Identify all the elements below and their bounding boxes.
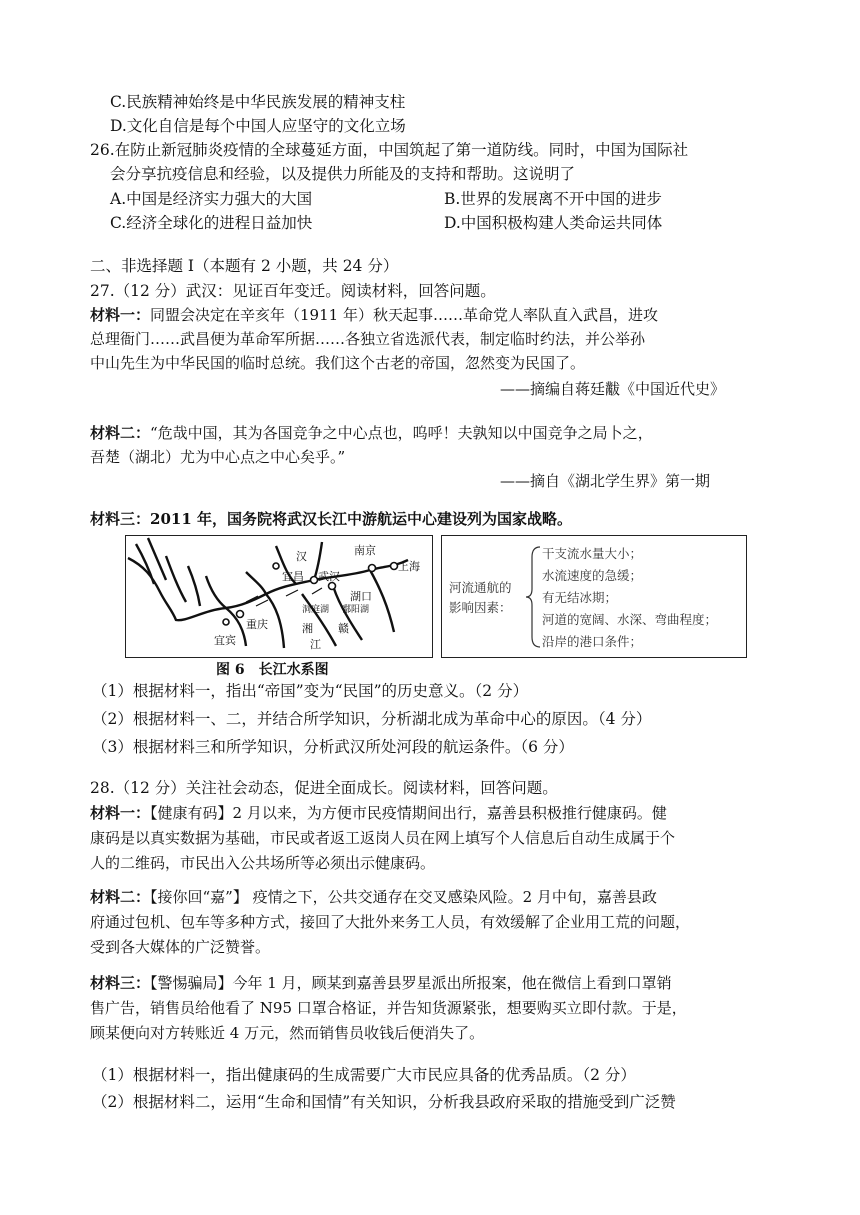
q28-material3-line1: 材料三：【警惕骗局】今年 1 月，顾某到嘉善县罗星派出所报案，他在微信上看到口罩销 <box>90 974 672 992</box>
map-label-gan: 赣 <box>338 622 349 635</box>
q27-sub1: （1）根据材料一，指出“帝国”变为“民国”的历史意义。（2 分） <box>92 682 529 700</box>
q27-material1-line3: 中山先生为中华民国的临时总统。我们这个古老的帝国，忽然变为民国了。 <box>90 354 586 372</box>
q26-option-b: B.世界的发展离不开中国的进步 <box>444 190 662 208</box>
factors-box-label-1: 河流通航的 <box>449 580 512 595</box>
q27-material2-line1: 材料二：“危哉中国，其为各国竞争之中心点也，呜呼！夫孰知以中国竞争之局卜之， <box>90 424 653 442</box>
q28-material2-line1: 材料二：【接你回“嘉”】 疫情之下，公共交通存在交叉感染风险。2 月中旬，嘉善县政 <box>90 888 657 906</box>
factor-item: 水流速度的急缓； <box>542 568 643 583</box>
q27-material1-source: ——摘编自蒋廷黻《中国近代史》 <box>500 380 726 398</box>
q28-material1-line3: 人的二维码，市民出入公共场所等必须出示健康码。 <box>90 854 436 872</box>
q27-material2-line2: 吾楚（湖北）尤为中心点之中心矣乎。” <box>90 448 346 466</box>
map-label-poyang: 鄱阳湖 <box>342 605 370 615</box>
q28-material3-line2: 售广告，销售员给他看了 N95 口罩合格证，并告知货源紧张，想要购买立即付款。于是， <box>90 999 687 1017</box>
factors-box-label-2: 影响因素： <box>449 600 512 615</box>
q27-material2-source: ——摘自《湖北学生界》第一期 <box>500 472 711 490</box>
factor-item: 有无结冰期； <box>542 590 618 605</box>
factor-item: 干支流水量大小； <box>542 546 643 561</box>
q28-material3-line3: 顾某便向对方转账近 4 万元，然而销售员收钱后便消失了。 <box>90 1024 485 1042</box>
map-label-nanjing: 南京 <box>354 544 376 557</box>
q25-option-d: D.文化自信是每个中国人应坚守的文化立场 <box>110 117 406 135</box>
map-label-han: 汉 <box>296 550 307 563</box>
q27-material1-label: 材料一： <box>90 306 151 324</box>
q28-material3-label: 材料三： <box>90 974 151 992</box>
section-heading: 二、非选择题 I（本题有 2 小题，共 24 分） <box>90 257 399 275</box>
figure-caption: 图 6 长江水系图 <box>216 662 329 678</box>
q28-title: 28.（12 分）关注社会动态，促进全面成长。阅读材料，回答问题。 <box>90 779 558 797</box>
map-label-yibin: 宜宾 <box>214 634 236 647</box>
map-label-dongting: 洞庭湖 <box>302 605 330 615</box>
yangtze-map <box>125 535 433 658</box>
q28-sub1: （1）根据材料一，指出健康码的生成需要广大市民应具备的优秀品质。（2 分） <box>92 1066 636 1084</box>
map-label-jiang: 江 <box>310 638 321 651</box>
map-label-yichang: 宜昌 <box>282 570 304 583</box>
map-label-xiang: 湘 <box>302 622 313 635</box>
factor-item: 沿岸的港口条件； <box>542 634 643 649</box>
q26-option-a: A.中国是经济实力强大的大国 <box>110 190 313 208</box>
q28-material1-line1: 材料一：【健康有码】2 月以来，为方便市民疫情期间出行，嘉善县积极推行健康码。健 <box>90 804 667 822</box>
q27-sub2: （2）根据材料一、二，并结合所学知识，分析湖北成为革命中心的原因。（4 分） <box>92 710 652 728</box>
q28-material2-line2: 府通过包机、包车等多种方式，接回了大批外来务工人员，有效缓解了企业用工荒的问题， <box>90 913 691 931</box>
q26-stem-line2: 会分享抗疫信息和经验，以及提供力所能及的支持和帮助。这说明了 <box>110 165 576 183</box>
q28-material2-label: 材料二： <box>90 888 151 906</box>
q27-sub3: （3）根据材料三和所学知识，分析武汉所处河段的航运条件。（6 分） <box>92 738 574 756</box>
q26-stem-line1: 26.在防止新冠肺炎疫情的全球蔓延方面，中国筑起了第一道防线。同时，中国为国际社 <box>90 141 689 159</box>
q27-material3-label: 材料三： <box>90 510 151 528</box>
q26-option-c: C.经济全球化的进程日益加快 <box>110 214 313 232</box>
q27-material2-label: 材料二： <box>90 424 151 442</box>
q28-material2-line3: 受到各大媒体的广泛赞誉。 <box>90 938 271 956</box>
map-label-hukou: 湖口 <box>350 590 372 603</box>
map-label-chongqing: 重庆 <box>246 618 268 631</box>
factor-item: 河道的宽阔、水深、弯曲程度； <box>542 612 718 627</box>
factors-brace <box>526 545 542 649</box>
q27-material1-line1: 材料一：同盟会决定在辛亥年（1911 年）秋天起事……革命党人率队直入武昌，进攻 <box>90 306 658 324</box>
q28-material1-line2: 康码是以真实数据为基础，市民或者返工返岗人员在网上填写个人信息后自动生成属于个 <box>90 829 676 847</box>
navigation-factors-box <box>441 535 747 658</box>
map-label-shanghai: 上海 <box>398 560 420 573</box>
q25-option-c: C.民族精神始终是中华民族发展的精神支柱 <box>110 93 406 111</box>
q27-material1-line2: 总理衙门……武昌便为革命军所据……各独立省选派代表，制定临时约法，并公举孙 <box>90 330 646 348</box>
q28-sub2: （2）根据材料二，运用“生命和国情”有关知识，分析我县政府采取的措施受到广泛赞 <box>92 1093 676 1111</box>
q28-material1-label: 材料一： <box>90 804 151 822</box>
q27-title: 27.（12 分）武汉：见证百年变迁。阅读材料，回答问题。 <box>90 282 496 300</box>
river-lines <box>126 536 432 657</box>
map-label-wuhan: 武汉 <box>318 570 340 583</box>
q27-material3: 材料三：2011 年，国务院将武汉长江中游航运中心建设列为国家战略。 <box>90 510 572 528</box>
q26-option-d: D.中国积极构建人类命运共同体 <box>444 214 663 232</box>
